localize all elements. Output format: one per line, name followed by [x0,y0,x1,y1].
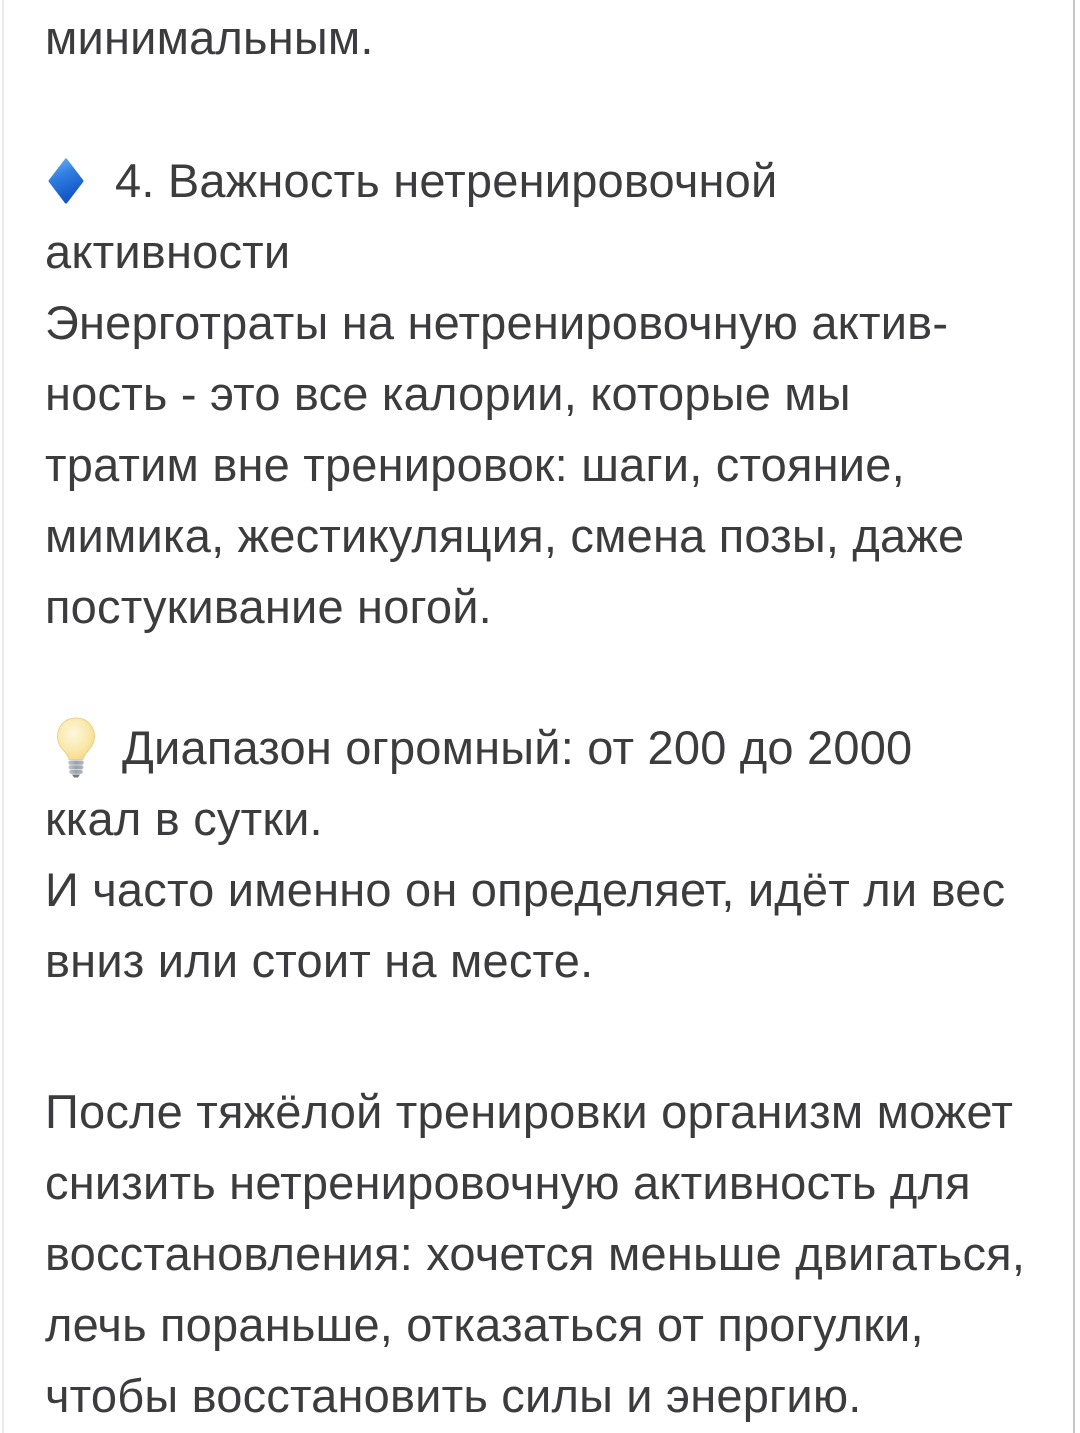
blue-diamond-icon [48,158,84,204]
text-line: вниз или стоит на месте. [45,934,594,987]
left-edge-line [2,0,4,1433]
tip-text: Диапазон огромный: от 200 до 2000 [122,721,913,774]
heading-text: 4. Важность нетренировочной [115,154,778,207]
paragraph-recovery [45,1076,1038,1431]
text-line: мимика, жестикуляция, смена позы, даже [45,509,965,562]
section-heading [45,145,1038,287]
text-line: восстановления: хочется меньше двигаться, [45,1227,1026,1280]
right-edge-line [1073,0,1075,1433]
light-bulb-icon [55,717,97,779]
tip-line-1 [45,712,1038,783]
heading-line-1 [45,145,1038,216]
text-line: тратим вне тренировок: шаги, стояние, [45,438,905,491]
text-line: лечь пораньше, отказаться от прогулки, [45,1298,924,1351]
text-line: После тяжёлой тренировки организм может [45,1085,1014,1138]
heading-line-2: активности [45,225,291,278]
text-line: чтобы восстановить силы и энергию. [45,1369,862,1422]
paragraph-neat-definition [45,287,1038,642]
paragraph-tip [45,712,1038,996]
intro-paragraph [45,2,1038,73]
text-line: Энерготраты на нетренировочную актив- [45,296,949,349]
text-line: минимальным. [45,11,374,64]
text-line: ность - это все калории, которые мы [45,367,851,420]
text-line: И часто именно он определяет, идёт ли вес [45,863,1006,916]
text-line: снизить нетренировочную активность для [45,1156,971,1209]
text-line: ккал в сутки. [45,792,323,845]
text-line: постукивание ногой. [45,580,492,633]
